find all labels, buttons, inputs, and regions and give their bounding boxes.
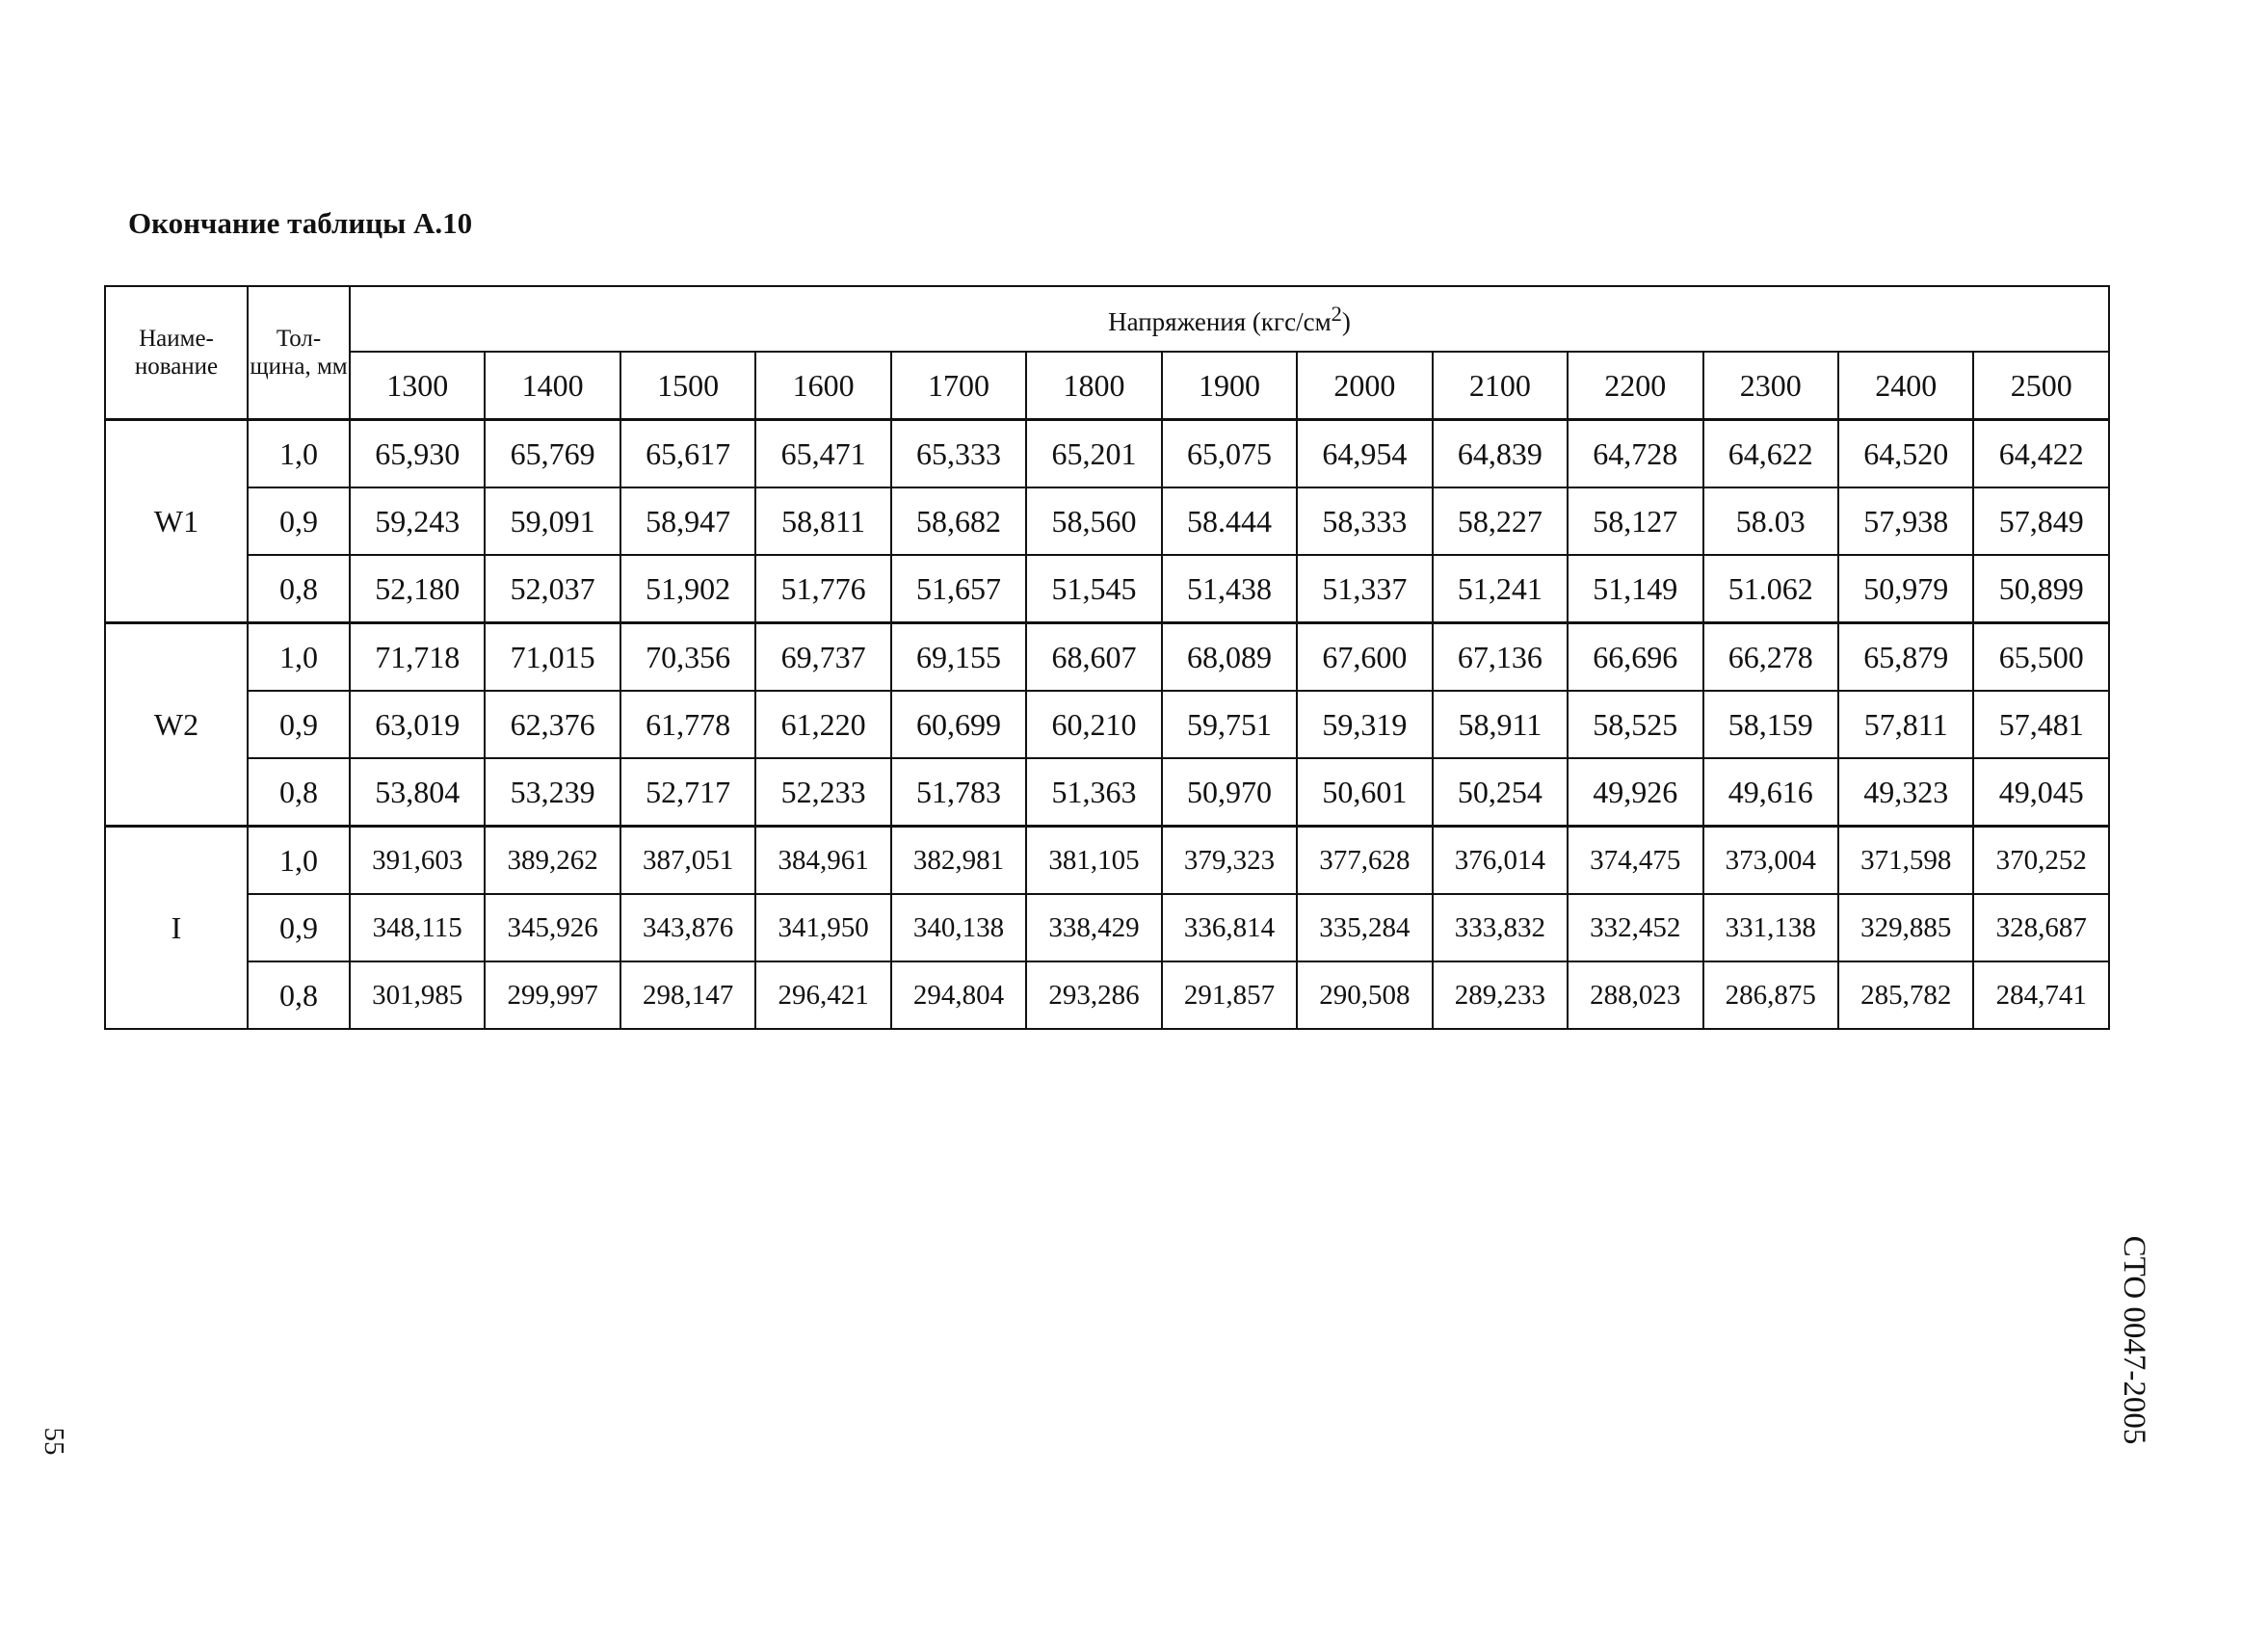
stress-col-header: 2100 [1433, 352, 1568, 420]
value-cell: 51,657 [891, 555, 1026, 623]
value-cell: 49,323 [1838, 758, 1973, 827]
value-cell: 61,778 [620, 691, 755, 758]
value-cell: 58,682 [891, 487, 1026, 555]
page-number: 55 [39, 1427, 69, 1456]
value-cell: 301,985 [350, 961, 485, 1029]
value-cell: 70,356 [620, 623, 755, 692]
thickness-cell: 0,8 [248, 555, 350, 623]
stress-col-header: 1400 [485, 352, 620, 420]
value-cell: 65,930 [350, 420, 485, 488]
value-cell: 58,127 [1568, 487, 1702, 555]
value-cell: 58.03 [1703, 487, 1838, 555]
value-cell: 69,737 [755, 623, 890, 692]
value-cell: 58.444 [1162, 487, 1297, 555]
value-cell: 329,885 [1838, 894, 1973, 961]
value-cell: 335,284 [1297, 894, 1432, 961]
value-cell: 64,520 [1838, 420, 1973, 488]
stress-col-header: 2000 [1297, 352, 1432, 420]
table-row [105, 894, 2109, 961]
value-cell: 53,804 [350, 758, 485, 827]
value-cell: 60,210 [1026, 691, 1161, 758]
group-name-cell: W2 [105, 623, 248, 827]
value-cell: 64,954 [1297, 420, 1432, 488]
stress-col-header: 2500 [1973, 352, 2109, 420]
value-cell: 51,241 [1433, 555, 1568, 623]
value-cell: 382,981 [891, 827, 1026, 895]
value-cell: 345,926 [485, 894, 620, 961]
value-cell: 389,262 [485, 827, 620, 895]
value-cell: 59,751 [1162, 691, 1297, 758]
value-cell: 50,899 [1973, 555, 2109, 623]
value-cell: 284,741 [1973, 961, 2109, 1029]
value-cell: 296,421 [755, 961, 890, 1029]
value-cell: 379,323 [1162, 827, 1297, 895]
value-cell: 59,319 [1297, 691, 1432, 758]
value-cell: 328,687 [1973, 894, 2109, 961]
value-cell: 58,525 [1568, 691, 1702, 758]
value-cell: 64,622 [1703, 420, 1838, 488]
document-code: СТО 0047-2005 [2117, 1235, 2151, 1445]
value-cell: 63,019 [350, 691, 485, 758]
value-cell: 66,278 [1703, 623, 1838, 692]
value-cell: 387,051 [620, 827, 755, 895]
value-cell: 371,598 [1838, 827, 1973, 895]
value-cell: 285,782 [1838, 961, 1973, 1029]
value-cell: 57,811 [1838, 691, 1973, 758]
stress-col-header: 2400 [1838, 352, 1973, 420]
value-cell: 51,438 [1162, 555, 1297, 623]
value-cell: 58,333 [1297, 487, 1432, 555]
header-row-stresses [105, 352, 2109, 420]
value-cell: 71,718 [350, 623, 485, 692]
header-row-group [105, 286, 2109, 352]
thickness-cell: 1,0 [248, 420, 350, 488]
stress-col-header: 1500 [620, 352, 755, 420]
value-cell: 51,363 [1026, 758, 1161, 827]
value-cell: 69,155 [891, 623, 1026, 692]
table-title: Окончание таблицы А.10 [128, 206, 473, 240]
value-cell: 58,911 [1433, 691, 1568, 758]
stress-col-header: 1600 [755, 352, 890, 420]
table-row [105, 555, 2109, 623]
table-row [105, 487, 2109, 555]
value-cell: 66,696 [1568, 623, 1702, 692]
value-cell: 51,776 [755, 555, 890, 623]
value-cell: 381,105 [1026, 827, 1161, 895]
value-cell: 65,333 [891, 420, 1026, 488]
value-cell: 51,783 [891, 758, 1026, 827]
table-row [105, 827, 2109, 895]
value-cell: 333,832 [1433, 894, 1568, 961]
value-cell: 59,091 [485, 487, 620, 555]
value-cell: 49,616 [1703, 758, 1838, 827]
value-cell: 49,926 [1568, 758, 1702, 827]
value-cell: 62,376 [485, 691, 620, 758]
thickness-cell: 0,9 [248, 487, 350, 555]
stress-col-header: 2200 [1568, 352, 1702, 420]
value-cell: 64,422 [1973, 420, 2109, 488]
value-cell: 291,857 [1162, 961, 1297, 1029]
value-cell: 68,607 [1026, 623, 1161, 692]
thickness-cell: 1,0 [248, 623, 350, 692]
col-name-header: Наиме- нование [105, 286, 248, 420]
value-cell: 58,560 [1026, 487, 1161, 555]
value-cell: 50,970 [1162, 758, 1297, 827]
value-cell: 58,159 [1703, 691, 1838, 758]
value-cell: 71,015 [485, 623, 620, 692]
value-cell: 289,233 [1433, 961, 1568, 1029]
value-cell: 341,950 [755, 894, 890, 961]
value-cell: 373,004 [1703, 827, 1838, 895]
value-cell: 50,979 [1838, 555, 1973, 623]
value-cell: 293,286 [1026, 961, 1161, 1029]
value-cell: 384,961 [755, 827, 890, 895]
col-thickness-header: Тол- щина, мм [248, 286, 350, 420]
value-cell: 61,220 [755, 691, 890, 758]
value-cell: 65,201 [1026, 420, 1161, 488]
thickness-cell: 0,8 [248, 961, 350, 1029]
thickness-cell: 0,9 [248, 691, 350, 758]
stress-col-header: 2300 [1703, 352, 1838, 420]
stress-group-header [350, 286, 2109, 352]
value-cell: 286,875 [1703, 961, 1838, 1029]
value-cell: 51.062 [1703, 555, 1838, 623]
value-cell: 290,508 [1297, 961, 1432, 1029]
value-cell: 57,938 [1838, 487, 1973, 555]
stress-header-sup: 2 [1331, 301, 1342, 326]
value-cell: 343,876 [620, 894, 755, 961]
table-row [105, 758, 2109, 827]
stress-header-end: ) [1341, 306, 1351, 336]
value-cell: 298,147 [620, 961, 755, 1029]
value-cell: 370,252 [1973, 827, 2109, 895]
value-cell: 49,045 [1973, 758, 2109, 827]
value-cell: 57,481 [1973, 691, 2109, 758]
table-body [105, 420, 2109, 1030]
value-cell: 58,227 [1433, 487, 1568, 555]
value-cell: 374,475 [1568, 827, 1702, 895]
value-cell: 64,839 [1433, 420, 1568, 488]
table-row [105, 420, 2109, 488]
value-cell: 68,089 [1162, 623, 1297, 692]
table-row [105, 623, 2109, 692]
table-row [105, 691, 2109, 758]
thickness-cell: 0,9 [248, 894, 350, 961]
value-cell: 52,180 [350, 555, 485, 623]
table-header [105, 286, 2109, 420]
value-cell: 348,115 [350, 894, 485, 961]
value-cell: 65,471 [755, 420, 890, 488]
value-cell: 51,902 [620, 555, 755, 623]
table-row [105, 961, 2109, 1029]
value-cell: 52,717 [620, 758, 755, 827]
value-cell: 52,037 [485, 555, 620, 623]
group-name-cell: W1 [105, 420, 248, 623]
value-cell: 391,603 [350, 827, 485, 895]
value-cell: 67,600 [1297, 623, 1432, 692]
value-cell: 65,075 [1162, 420, 1297, 488]
value-cell: 65,617 [620, 420, 755, 488]
stress-header-text: Напряжения (кгс/см [1108, 306, 1332, 336]
value-cell: 294,804 [891, 961, 1026, 1029]
value-cell: 377,628 [1297, 827, 1432, 895]
stress-col-header: 1900 [1162, 352, 1297, 420]
value-cell: 338,429 [1026, 894, 1161, 961]
value-cell: 58,947 [620, 487, 755, 555]
group-name-cell: I [105, 827, 248, 1030]
value-cell: 331,138 [1703, 894, 1838, 961]
value-cell: 299,997 [485, 961, 620, 1029]
value-cell: 51,545 [1026, 555, 1161, 623]
stress-col-header: 1700 [891, 352, 1026, 420]
value-cell: 340,138 [891, 894, 1026, 961]
value-cell: 67,136 [1433, 623, 1568, 692]
value-cell: 288,023 [1568, 961, 1702, 1029]
stress-table [104, 285, 2110, 1030]
value-cell: 50,254 [1433, 758, 1568, 827]
stress-col-header: 1300 [350, 352, 485, 420]
value-cell: 65,500 [1973, 623, 2109, 692]
value-cell: 332,452 [1568, 894, 1702, 961]
value-cell: 50,601 [1297, 758, 1432, 827]
value-cell: 64,728 [1568, 420, 1702, 488]
value-cell: 52,233 [755, 758, 890, 827]
value-cell: 59,243 [350, 487, 485, 555]
value-cell: 336,814 [1162, 894, 1297, 961]
value-cell: 57,849 [1973, 487, 2109, 555]
value-cell: 65,769 [485, 420, 620, 488]
value-cell: 65,879 [1838, 623, 1973, 692]
thickness-cell: 1,0 [248, 827, 350, 895]
value-cell: 58,811 [755, 487, 890, 555]
stress-col-header: 1800 [1026, 352, 1161, 420]
value-cell: 51,149 [1568, 555, 1702, 623]
value-cell: 60,699 [891, 691, 1026, 758]
value-cell: 53,239 [485, 758, 620, 827]
value-cell: 376,014 [1433, 827, 1568, 895]
value-cell: 51,337 [1297, 555, 1432, 623]
thickness-cell: 0,8 [248, 758, 350, 827]
